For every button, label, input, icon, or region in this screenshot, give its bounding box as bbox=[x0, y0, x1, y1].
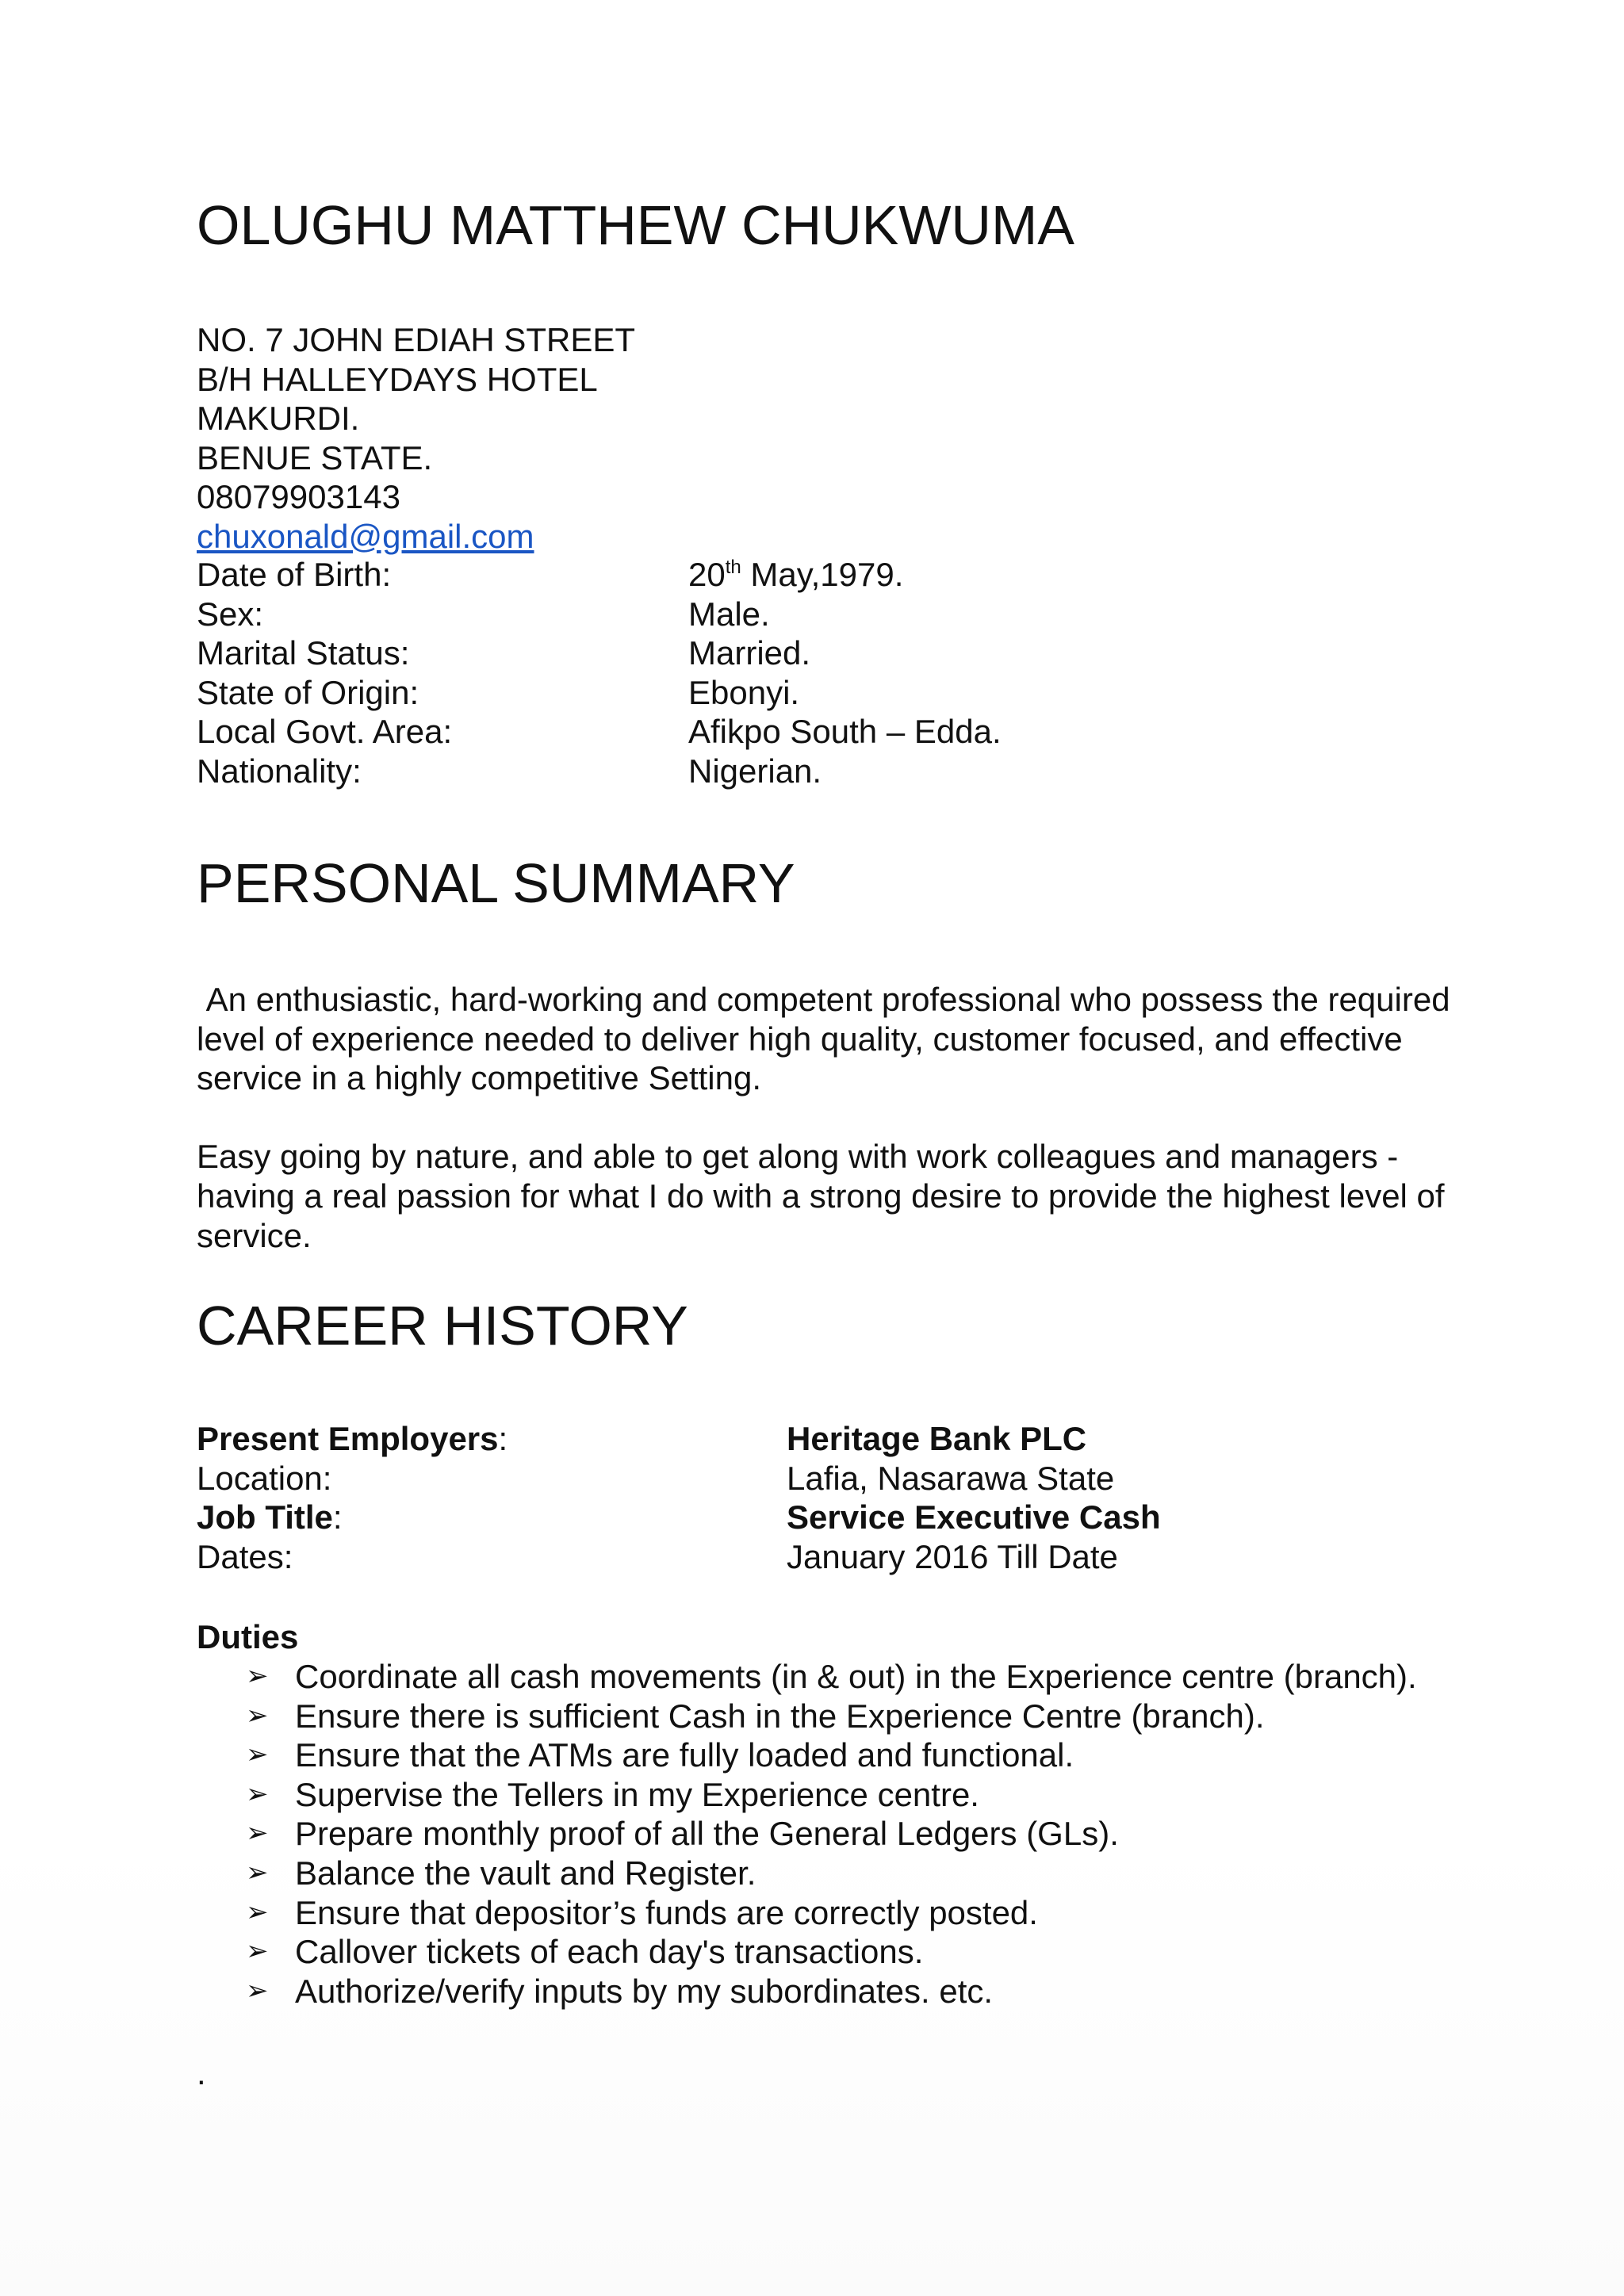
address-block bbox=[197, 320, 635, 556]
lga-value: Afikpo South – Edda. bbox=[688, 713, 1002, 751]
address-line: B/H HALLEYDAYS HOTEL bbox=[197, 360, 598, 398]
address-line: MAKURDI. bbox=[197, 400, 360, 437]
summary-block bbox=[197, 980, 1465, 1255]
arrow-bullet-icon: ➢ bbox=[246, 1778, 269, 1809]
address-line: NO. 7 JOHN EDIAH STREET bbox=[197, 321, 636, 358]
email-link[interactable]: chuxonald@gmail.com bbox=[197, 517, 534, 555]
arrow-bullet-icon: ➢ bbox=[246, 1818, 269, 1849]
list-item: ➢ Prepare monthly proof of all the General Ledgers (GLs). bbox=[246, 1815, 1119, 1853]
list-item: ➢ Coordinate all cash movements (in & out) in the Experience centre (branch). bbox=[246, 1658, 1417, 1695]
arrow-bullet-icon: ➢ bbox=[246, 1936, 269, 1967]
nationality-label: Nationality: bbox=[197, 752, 362, 790]
career-heading: CAREER HISTORY bbox=[197, 1295, 688, 1357]
arrow-bullet-icon: ➢ bbox=[246, 1896, 269, 1927]
nationality-value: Nigerian. bbox=[688, 752, 822, 790]
job-title-value: Service Executive Cash bbox=[787, 1498, 1161, 1536]
marital-label: Marital Status: bbox=[197, 634, 410, 672]
list-item: ➢ Ensure there is sufficient Cash in the Experience Centre (branch). bbox=[246, 1697, 1265, 1735]
trailing-mark: . bbox=[197, 2054, 206, 2091]
arrow-bullet-icon: ➢ bbox=[246, 1700, 269, 1731]
duties-list bbox=[197, 1657, 1426, 2011]
sex-value: Male. bbox=[688, 595, 770, 633]
employer-label: Present Employers: bbox=[197, 1420, 508, 1457]
address-line: BENUE STATE. bbox=[197, 438, 433, 476]
phone-number: 08079903143 bbox=[197, 478, 400, 515]
dob-label: Date of Birth: bbox=[197, 556, 392, 593]
arrow-bullet-icon: ➢ bbox=[246, 1739, 269, 1770]
duties-heading: Duties bbox=[197, 1618, 299, 1655]
dates-label: Dates: bbox=[197, 1537, 293, 1575]
summary-paragraph: Easy going by nature, and able to get along with work colleagues and managers - having a real passion for what I do with a strong desire to provide the highest level of service. bbox=[197, 1138, 1445, 1254]
sex-label: Sex: bbox=[197, 595, 264, 633]
location-label: Location: bbox=[197, 1459, 332, 1497]
marital-value: Married. bbox=[688, 634, 811, 672]
list-item: ➢ Authorize/verify inputs by my subordinates. etc. bbox=[246, 1972, 994, 2010]
list-item: ➢ Balance the vault and Register. bbox=[246, 1854, 756, 1892]
origin-label: State of Origin: bbox=[197, 673, 419, 711]
origin-value: Ebonyi. bbox=[688, 673, 800, 711]
summary-heading: PERSONAL SUMMARY bbox=[197, 852, 795, 914]
list-item: ➢ Ensure that the ATMs are fully loaded and functional. bbox=[246, 1736, 1074, 1774]
summary-paragraph: An enthusiastic, hard-working and competent professional who possess the required level of experience needed to deliver high quality, customer focused, and effective service in a highly competitive Setting. bbox=[197, 981, 1460, 1097]
list-item: ➢ Callover tickets of each day's transactions. bbox=[246, 1933, 924, 1971]
list-item: ➢ Ensure that depositor’s funds are correctly posted. bbox=[246, 1893, 1038, 1931]
job-title-label: Job Title: bbox=[197, 1498, 343, 1536]
list-item: ➢ Supervise the Tellers in my Experience centre. bbox=[246, 1775, 979, 1813]
employer-value: Heritage Bank PLC bbox=[787, 1420, 1087, 1457]
arrow-bullet-icon: ➢ bbox=[246, 1857, 269, 1888]
location-value: Lafia, Nasarawa State bbox=[787, 1459, 1115, 1497]
candidate-name: OLUGHU MATTHEW CHUKWUMA bbox=[197, 194, 1074, 256]
arrow-bullet-icon: ➢ bbox=[246, 1975, 269, 2006]
dob-value: 20th May,1979. bbox=[688, 556, 904, 593]
lga-label: Local Govt. Area: bbox=[197, 713, 453, 751]
arrow-bullet-icon: ➢ bbox=[246, 1661, 269, 1691]
dates-value: January 2016 Till Date bbox=[787, 1537, 1118, 1575]
